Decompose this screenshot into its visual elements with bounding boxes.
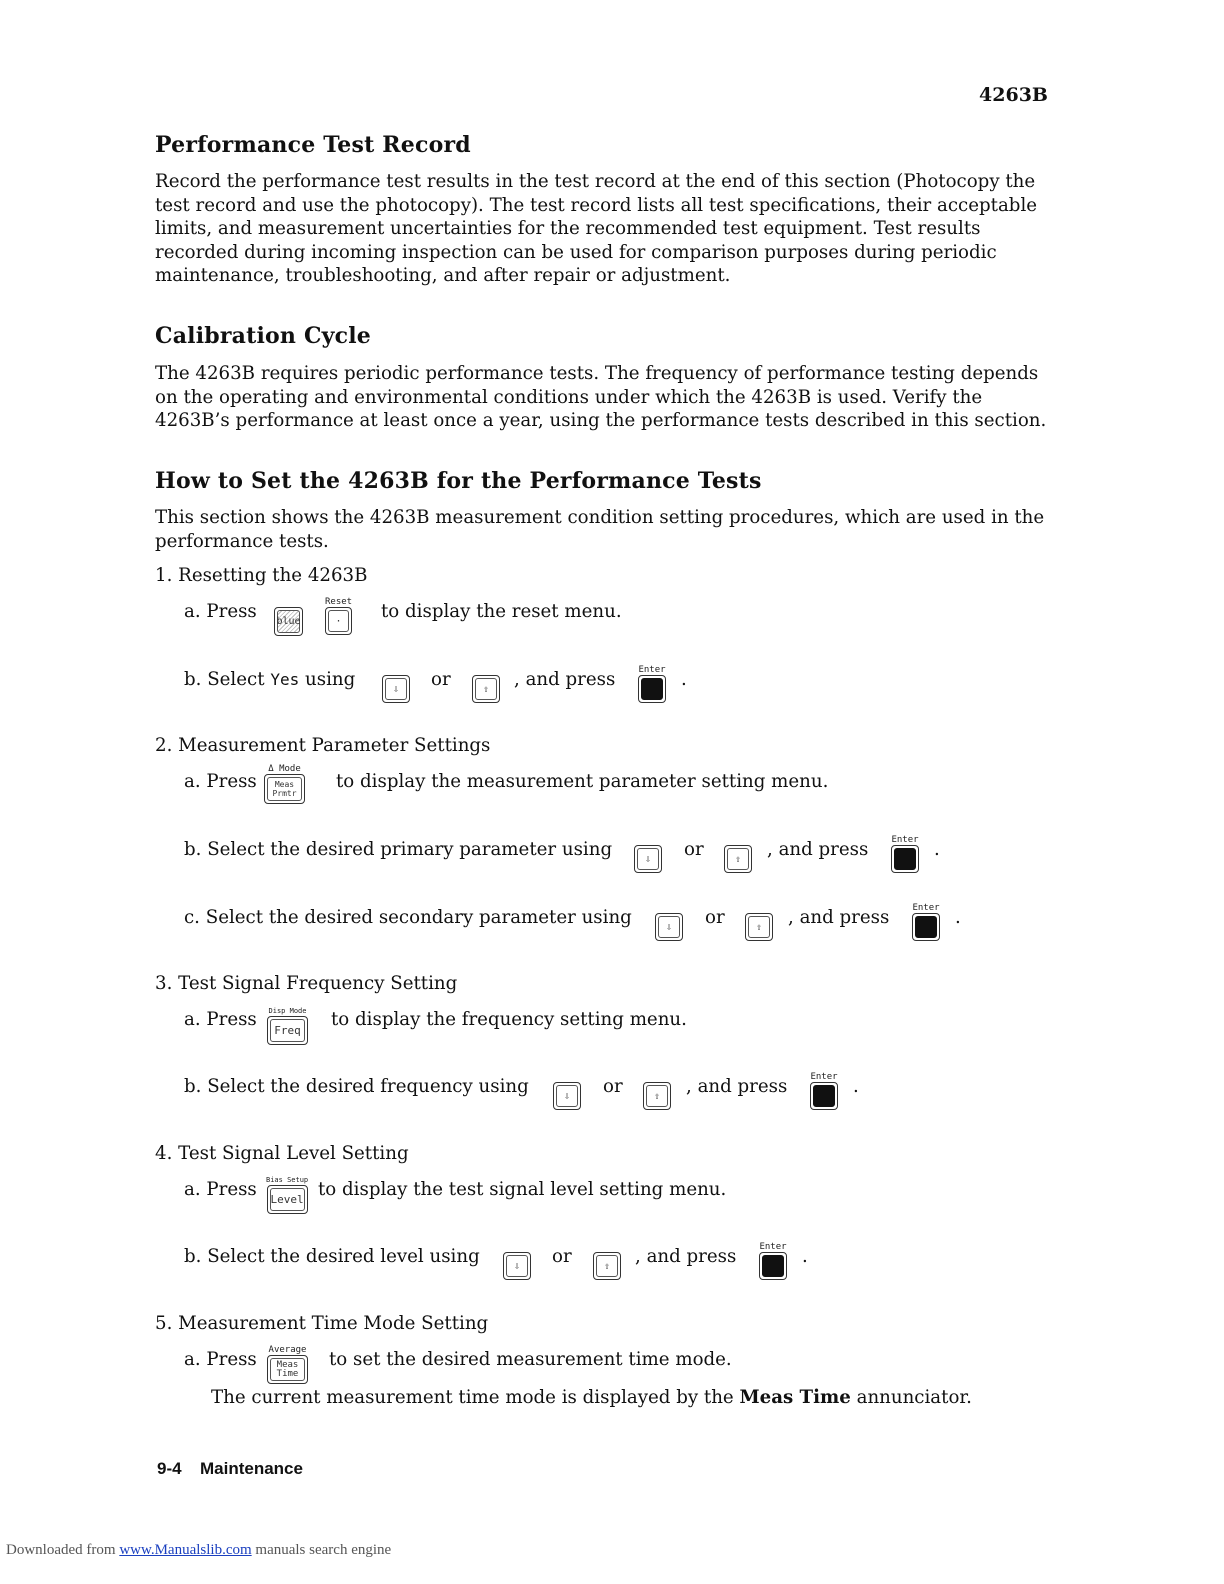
blue-key-face: blue <box>277 610 300 633</box>
step-3b-and-press: , and press <box>686 1076 788 1097</box>
down-arrow-icon: ⇩ <box>637 848 659 870</box>
step-4a-prefix: a. Press <box>184 1179 257 1200</box>
down-arrow-icon: ⇩ <box>506 1255 528 1277</box>
section-name: Maintenance <box>200 1459 303 1478</box>
down-arrow-icon: ⇩ <box>385 678 407 700</box>
step-2-title: 2. Measurement Parameter Settings <box>155 735 491 756</box>
up-arrow-icon: ⇧ <box>646 1085 668 1107</box>
calibration-cycle-body: The 4263B requires periodic performance tests. The frequency of performance testing depends on the operating and environmental conditions under which the 4263B is used. Verify the 4263B’s performance at least once a year, using the performance tests described in this section. <box>155 363 1047 432</box>
freq-face: Freq <box>270 1019 305 1042</box>
delta-mode-label: Δ Mode <box>268 764 301 774</box>
step-2c-enter-key[interactable] <box>912 903 940 941</box>
heading-how-to-set: How to Set the 4263B for the Performance Tests <box>155 468 762 494</box>
step-5-note-suffix: annunciator. <box>856 1387 972 1408</box>
step-2b-or: or <box>684 839 704 860</box>
step-4b-down-arrow-key[interactable] <box>503 1252 531 1280</box>
step-4a-suffix: to display the test signal level setting menu. <box>318 1179 727 1200</box>
step-2b-and-press: , and press <box>767 839 869 860</box>
step-1b-enter-key[interactable] <box>638 665 666 703</box>
enter-key-label: Enter <box>810 1072 838 1082</box>
step-2a-suffix: to display the measurement parameter setting menu. <box>336 771 829 792</box>
step-2b-down-arrow-key[interactable] <box>634 845 662 873</box>
step-4b-up-arrow-key[interactable] <box>593 1252 621 1280</box>
step-1-title: 1. Resetting the 4263B <box>155 565 368 586</box>
blue-key[interactable] <box>274 607 303 636</box>
up-arrow-icon: ⇧ <box>596 1255 618 1277</box>
step-1b-and-press: , and press <box>514 669 616 690</box>
step-3b-up-arrow-key[interactable] <box>643 1082 671 1110</box>
level-face: Level <box>270 1188 305 1211</box>
step-3b-or: or <box>603 1076 623 1097</box>
step-1b-yes: Yes <box>270 670 300 689</box>
up-arrow-icon: ⇧ <box>727 848 749 870</box>
step-2b-up-arrow-key[interactable] <box>724 845 752 873</box>
enter-key-label: Enter <box>759 1242 787 1252</box>
how-to-set-body: This section shows the 4263B measurement condition setting procedures, which are used in the performance tests. <box>155 507 1045 552</box>
step-4b-or: or <box>552 1246 572 1267</box>
step-1b-using: using <box>305 669 356 690</box>
meas-prmtr-face: Meas Prmtr <box>267 777 302 801</box>
step-5-note-prefix: The current measurement time mode is displayed by the <box>211 1387 734 1408</box>
reset-key[interactable] <box>325 597 352 635</box>
meas-time-key[interactable] <box>267 1345 308 1384</box>
step-3-title: 3. Test Signal Frequency Setting <box>155 973 458 994</box>
step-2c-down-arrow-key[interactable] <box>655 913 683 941</box>
step-5a-suffix: to set the desired measurement time mode. <box>329 1349 732 1370</box>
performance-test-record-body: Record the performance test results in the test record at the end of this section (Photocopy the test record and use the photocopy). The test record lists all test specifications, their acceptable limits, and measurement uncertainties for the recommended test equipment. Test results recorded during incoming inspection can be used for comparison purposes during periodic maintenance, troubleshooting, and after repair or adjustment. <box>155 171 1038 287</box>
step-1b-period: . <box>681 669 687 690</box>
down-arrow-icon: ⇩ <box>658 916 680 938</box>
step-2c-period: . <box>955 907 961 928</box>
download-note <box>6 1542 391 1559</box>
step-5a-prefix: a. Press <box>184 1349 257 1370</box>
step-2a-prefix: a. Press <box>184 771 257 792</box>
step-2b-enter-key[interactable] <box>891 835 919 873</box>
step-4-title: 4. Test Signal Level Setting <box>155 1143 409 1164</box>
step-4b-text: b. Select the desired level using <box>184 1246 480 1267</box>
step-3a-suffix: to display the frequency setting menu. <box>331 1009 687 1030</box>
step-1a-prefix: a. Press <box>184 601 257 622</box>
enter-key-label: Enter <box>638 665 666 675</box>
heading-calibration-cycle: Calibration Cycle <box>155 323 371 349</box>
enter-key-label: Enter <box>891 835 919 845</box>
step-3b-enter-key[interactable] <box>810 1072 838 1110</box>
level-key[interactable] <box>266 1175 308 1214</box>
step-2c-and-press: , and press <box>788 907 890 928</box>
up-arrow-icon: ⇧ <box>748 916 770 938</box>
step-2b-period: . <box>934 839 940 860</box>
step-5-title: 5. Measurement Time Mode Setting <box>155 1313 489 1334</box>
step-3b-text: b. Select the desired frequency using <box>184 1076 529 1097</box>
step-2b-text: b. Select the desired primary parameter using <box>184 839 613 860</box>
meas-prmtr-key[interactable] <box>264 764 305 804</box>
step-5-note <box>211 1387 972 1408</box>
step-4b-and-press: , and press <box>635 1246 737 1267</box>
step-1b-up-arrow-key[interactable] <box>472 675 500 703</box>
step-1b-down-arrow-key[interactable] <box>382 675 410 703</box>
average-label: Average <box>268 1345 307 1355</box>
download-prefix: Downloaded from <box>6 1542 116 1558</box>
model-header: 4263B <box>979 84 1048 106</box>
step-3a-prefix: a. Press <box>184 1009 257 1030</box>
up-arrow-icon: ⇧ <box>475 678 497 700</box>
step-1b-or: or <box>431 669 451 690</box>
manualslib-link[interactable]: www.Manualslib.com <box>119 1542 252 1558</box>
page-number: 9-4 <box>157 1459 182 1478</box>
bias-setup-label: Bias Setup <box>266 1176 309 1184</box>
download-suffix: manuals search engine <box>255 1542 392 1558</box>
step-1b-select: b. Select <box>184 669 265 690</box>
meas-time-face: Meas Time <box>270 1358 305 1381</box>
step-2c-or: or <box>705 907 725 928</box>
heading-performance-test-record: Performance Test Record <box>155 132 471 158</box>
reset-key-label: Reset <box>325 597 353 607</box>
step-2c-up-arrow-key[interactable] <box>745 913 773 941</box>
down-arrow-icon: ⇩ <box>556 1085 578 1107</box>
freq-key[interactable] <box>267 1006 308 1045</box>
disp-mode-label: Disp Mode <box>268 1007 307 1015</box>
step-3b-down-arrow-key[interactable] <box>553 1082 581 1110</box>
step-1b-prefix <box>184 669 355 690</box>
step-2c-text: c. Select the desired secondary parameter using <box>184 907 632 928</box>
reset-key-face: · <box>328 610 349 632</box>
step-4b-period: . <box>802 1246 808 1267</box>
step-1a-suffix: to display the reset menu. <box>381 601 622 622</box>
enter-key-label: Enter <box>912 903 940 913</box>
step-4b-enter-key[interactable] <box>759 1242 787 1280</box>
step-3b-period: . <box>853 1076 859 1097</box>
meas-time-annunciator: Meas Time <box>739 1387 851 1408</box>
